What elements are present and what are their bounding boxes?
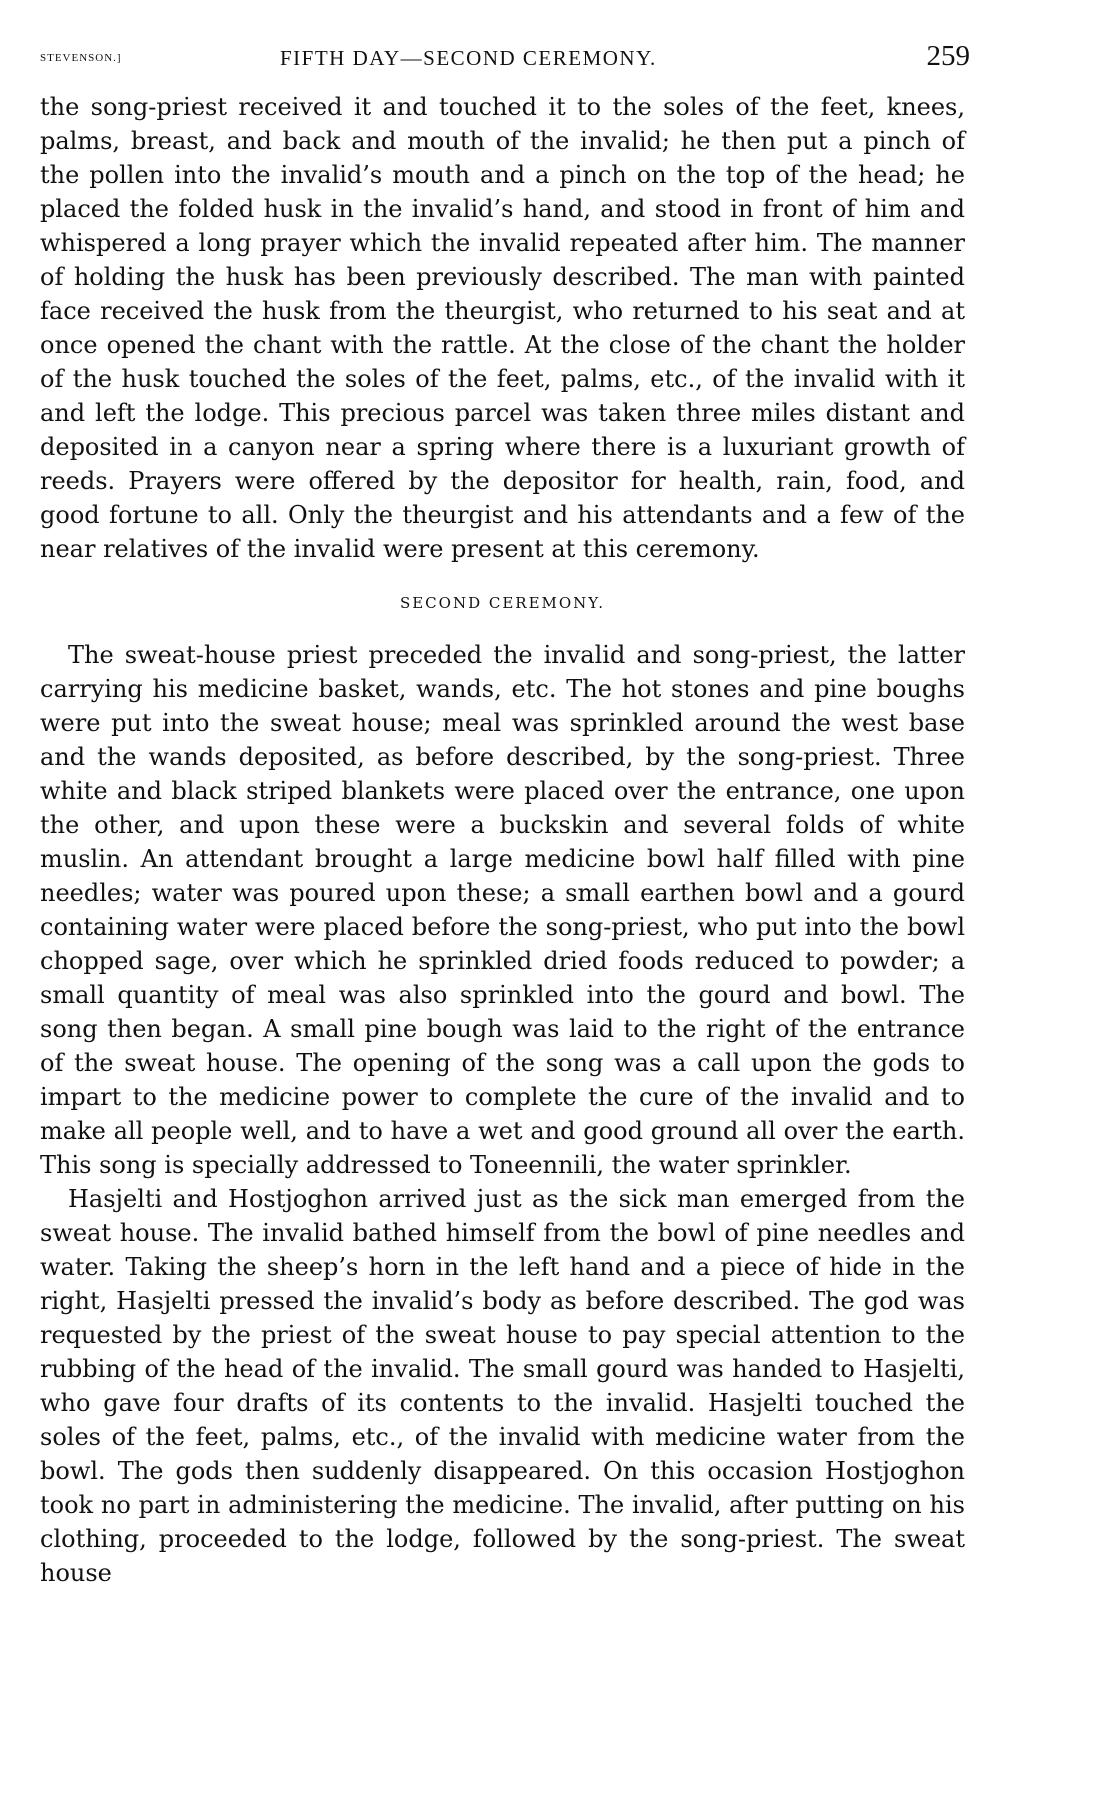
body-paragraph-2: The sweat-house priest preceded the invalid and song-priest, the latter carrying his medicine basket, wands, etc. The hot stones and pine boughs were put into the sweat house; meal was sprinkled around the west base and the wands deposited, as before described, by the song-priest. Three white and black striped blankets were placed over the entrance, one upon the other, and upon these were a buckskin and several folds of white muslin. An attendant brought a large medicine bowl half filled with pine needles; water was poured upon these; a small earthen bowl and a gourd containing water were placed before the song-priest, who put into the bowl chopped sage, over which he sprinkled dried foods reduced to powder; a small quantity of meal was also sprinkled into the gourd and bowl. The song then began. A small pine bough was laid to the right of the entrance of the sweat house. The opening of the song was a call upon the gods to impart to the medicine power to complete the cure of the invalid and to make all people well, and to have a wet and good ground all over the earth. This song is specially addressed to Toneennili, the water sprinkler.	[40, 641, 965, 1179]
running-head	[40, 40, 970, 80]
author-tag: STEVENSON.]	[40, 52, 122, 64]
page-number: 259	[926, 40, 970, 72]
body-paragraph-1: the song-priest received it and touched it to the soles of the feet, knees, palms, breast, and back and mouth of the invalid; he then put a pinch of the pollen into the invalid’s mouth and a pinch on the top of the head; he placed the folded husk in the invalid’s hand, and stood in front of him and whispered a long prayer which the invalid repeated after him. The manner of holding the husk has been previously described. The man with painted face received the husk from the theurgist, who returned to his seat and at once opened the chant with the rattle. At the close of the chant the holder of the husk touched the soles of the feet, palms, etc., of the invalid with it and left the lodge. This precious parcel was taken three miles distant and deposited in a canyon near a spring where there is a luxuriant growth of reeds. Prayers were offered by the depositor for health, rain, food, and good fortune to all. Only the theurgist and his attendants and a few of the near relatives of the invalid were present at this ceremony.	[40, 93, 965, 563]
chapter-title: FIFTH DAY—SECOND CEREMONY.	[280, 46, 657, 70]
section-heading: SECOND CEREMONY.	[399, 594, 606, 612]
body-paragraph-3: Hasjelti and Hostjoghon arrived just as the sick man emerged from the sweat house. The invalid bathed himself from the bowl of pine needles and water. Taking the sheep’s horn in the left hand and a piece of hide in the right, Hasjelti pressed the invalid’s body as before described. The god was requested by the priest of the sweat house to pay special attention to the rubbing of the head of the invalid. The small gourd was handed to Hasjelti, who gave four drafts of its contents to the invalid. Hasjelti touched the soles of the feet, palms, etc., of the invalid with medicine water from the bowl. The gods then suddenly disappeared. On this occasion Hostjoghon took no part in administering the medicine. The invalid, after putting on his clothing, proceeded to the lodge, followed by the song-priest. The sweat house	[40, 1185, 965, 1587]
book-page	[40, 40, 970, 1590]
